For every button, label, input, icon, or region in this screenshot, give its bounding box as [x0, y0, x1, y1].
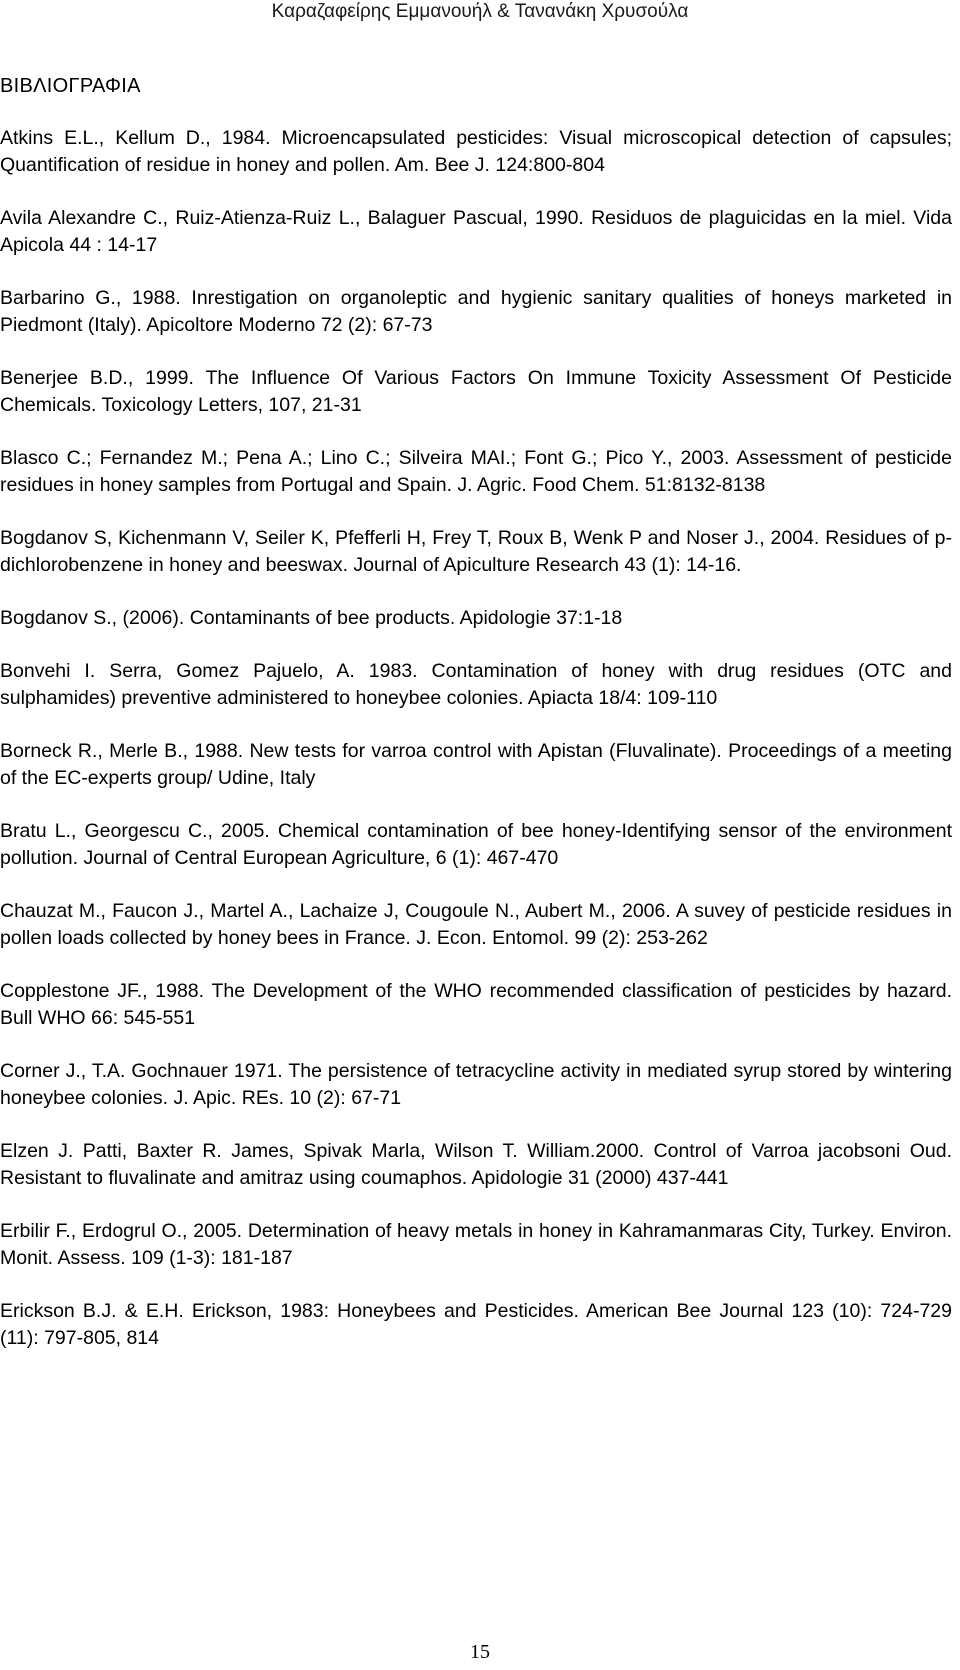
reference-item: Copplestone JF., 1988. The Development of the WHO recommended classification of pesticides by hazard. Bull WHO 66: 545-551 [0, 980, 952, 1029]
reference-item: Bogdanov S, Kichenmann V, Seiler K, Pfefferli H, Frey T, Roux B, Wenk P and Noser J., 2004. Residues of p-dichlorobenzene in honey and beeswax. Journal of Apiculture Research 43 (1): 14-16. [0, 527, 952, 576]
reference-item: Borneck R., Merle B., 1988. New tests for varroa control with Apistan (Fluvalinate). Proceedings of a meeting of the EC-experts group/ Udine, Italy [0, 740, 952, 789]
reference-item: Bogdanov S., (2006). Contaminants of bee products. Apidologie 37:1-18 [0, 607, 623, 629]
reference-item: Chauzat M., Faucon J., Martel A., Lachaize J, Cougoule N., Aubert M., 2006. A suvey of pesticide residues in pollen loads collected by honey bees in France. J. Econ. Entomol. 99 (2): 253-262 [0, 900, 952, 949]
reference-item: Bratu L., Georgescu C., 2005. Chemical contamination of bee honey-Identifying sensor of the environment pollution. Journal of Central European Agriculture, 6 (1): 467-470 [0, 820, 952, 869]
reference-item: Elzen J. Patti, Baxter R. James, Spivak Marla, Wilson T. William.2000. Control of Varroa jacobsoni Oud. Resistant to fluvalinate and amitraz using coumaphos. Apidologie 31 (2000) 437-441 [0, 1140, 952, 1189]
reference-list [0, 125, 952, 1378]
reference-item: Erickson B.J. & E.H. Erickson, 1983: Honeybees and Pesticides. American Bee Journal 123 (10): 724-729 (11): 797-805, 814 [0, 1300, 952, 1349]
reference-item: Bonvehi I. Serra, Gomez Pajuelo, A. 1983. Contamination of honey with drug residues (OTC and sulphamides) preventive administered to honeybee colonies. Apiacta 18/4: 109-110 [0, 660, 952, 709]
reference-item: Benerjee B.D., 1999. The Influence Of Various Factors On Immune Toxicity Assessment Of Pesticide Chemicals. Toxicology Letters, 107, 21-31 [0, 367, 952, 416]
running-header: Καραζαφείρης Εμμανουήλ & Τανανάκη Χρυσούλα [271, 1, 689, 22]
reference-item: Atkins E.L., Kellum D., 1984. Microencapsulated pesticides: Visual microscopical detection of capsules; Quantification of residue in honey and pollen. Am. Bee J. 124:800-804 [0, 127, 952, 176]
reference-item: Blasco C.; Fernandez M.; Pena A.; Lino C.; Silveira MAI.; Font G.; Pico Y., 2003. Assessment of pesticide residues in honey samples from Portugal and Spain. J. Agric. Food Chem. 51:8132-8138 [0, 447, 952, 496]
reference-item: Barbarino G., 1988. Inrestigation on organoleptic and hygienic sanitary qualities of honeys marketed in Piedmont (Italy). Apicoltore Moderno 72 (2): 67-73 [0, 287, 952, 336]
reference-item: Erbilir F., Erdogrul O., 2005. Determination of heavy metals in honey in Kahramanmaras City, Turkey. Environ. Monit. Assess. 109 (1-3): 181-187 [0, 1220, 952, 1269]
section-title: ΒΙΒΛΙΟΓΡΑΦΙΑ [0, 75, 141, 97]
reference-item: Corner J., T.A. Gochnauer 1971. The persistence of tetracycline activity in mediated syrup stored by wintering honeybee colonies. J. Apic. REs. 10 (2): 67-71 [0, 1060, 952, 1109]
page-number: 15 [470, 1641, 490, 1663]
reference-item: Avila Alexandre C., Ruiz-Atienza-Ruiz L., Balaguer Pascual, 1990. Residuos de plaguicidas en la miel. Vida Apicola 44 : 14-17 [0, 207, 952, 256]
